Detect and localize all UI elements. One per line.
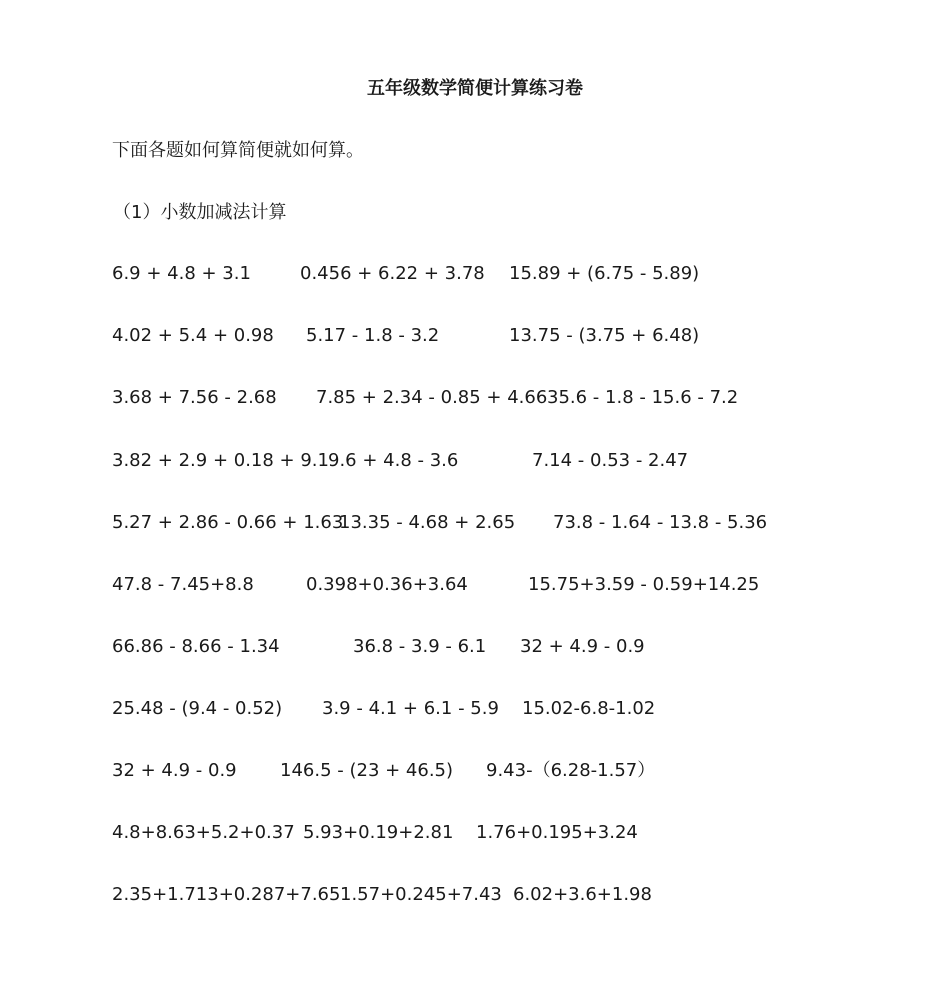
problem-expression: 4.02 + 5.4 + 0.98: [112, 325, 274, 346]
problem-row: [0, 261, 950, 287]
problem-row: [0, 696, 950, 722]
problem-expression: 5.17 - 1.8 - 3.2: [306, 325, 440, 346]
problem-expression: 146.5 - (23 + 46.5): [280, 760, 454, 781]
problem-expression: 3.9 - 4.1 + 6.1 - 5.9: [322, 698, 499, 719]
problem-expression: 15.89 + (6.75 - 5.89): [509, 263, 700, 284]
problem-row: [0, 882, 950, 908]
problem-expression: 6.9 + 4.8 + 3.1: [112, 263, 251, 284]
problem-expression: 6.02+3.6+1.98: [513, 884, 652, 905]
problem-expression: 73.8 - 1.64 - 13.8 - 5.36: [553, 512, 768, 533]
problem-expression: 0.398+0.36+3.64: [306, 574, 468, 595]
problem-expression: 15.75+3.59 - 0.59+14.25: [528, 574, 760, 595]
problem-expression: 47.8 - 7.45+8.8: [112, 574, 254, 595]
problem-row: [0, 448, 950, 474]
problem-row: [0, 385, 950, 411]
problem-expression: 7.14 - 0.53 - 2.47: [532, 450, 689, 471]
problem-expression: 1.57+0.245+7.43: [340, 884, 502, 905]
problem-row: [0, 323, 950, 349]
problem-expression: 5.93+0.19+2.81: [303, 822, 454, 843]
section-heading: （1）小数加减法计算: [113, 202, 287, 223]
problem-row: [0, 572, 950, 598]
problem-expression: 35.6 - 1.8 - 15.6 - 7.2: [547, 387, 739, 408]
problem-expression: 0.456 + 6.22 + 3.78: [300, 263, 485, 284]
problem-expression: 32 + 4.9 - 0.9: [520, 636, 645, 657]
problem-expression: 9.43-（6.28-1.57）: [486, 760, 656, 781]
problem-expression: 36.8 - 3.9 - 6.1: [353, 636, 487, 657]
problem-expression: 1.76+0.195+3.24: [476, 822, 638, 843]
problem-expression: 9.6 + 4.8 - 3.6: [328, 450, 459, 471]
problem-row: [0, 510, 950, 536]
problem-expression: 2.35+1.713+0.287+7.65: [112, 884, 341, 905]
problem-expression: 5.27 + 2.86 - 0.66 + 1.63: [112, 512, 344, 533]
problem-expression: 13.75 - (3.75 + 6.48): [509, 325, 700, 346]
problem-row: [0, 820, 950, 846]
page-title: 五年级数学简便计算练习卷: [367, 78, 583, 99]
problem-expression: 4.8+8.63+5.2+0.37: [112, 822, 295, 843]
problem-row: [0, 758, 950, 784]
problem-expression: 3.68 + 7.56 - 2.68: [112, 387, 277, 408]
problem-expression: 32 + 4.9 - 0.9: [112, 760, 237, 781]
instruction-text: 下面各题如何算简便就如何算。: [112, 140, 364, 161]
problem-expression: 13.35 - 4.68 + 2.65: [339, 512, 516, 533]
problem-row: [0, 634, 950, 660]
problem-expression: 25.48 - (9.4 - 0.52): [112, 698, 283, 719]
problem-expression: 7.85 + 2.34 - 0.85 + 4.66: [316, 387, 548, 408]
problem-expression: 15.02-6.8-1.02: [522, 698, 656, 719]
problem-expression: 66.86 - 8.66 - 1.34: [112, 636, 280, 657]
problem-expression: 3.82 + 2.9 + 0.18 + 9.1: [112, 450, 329, 471]
